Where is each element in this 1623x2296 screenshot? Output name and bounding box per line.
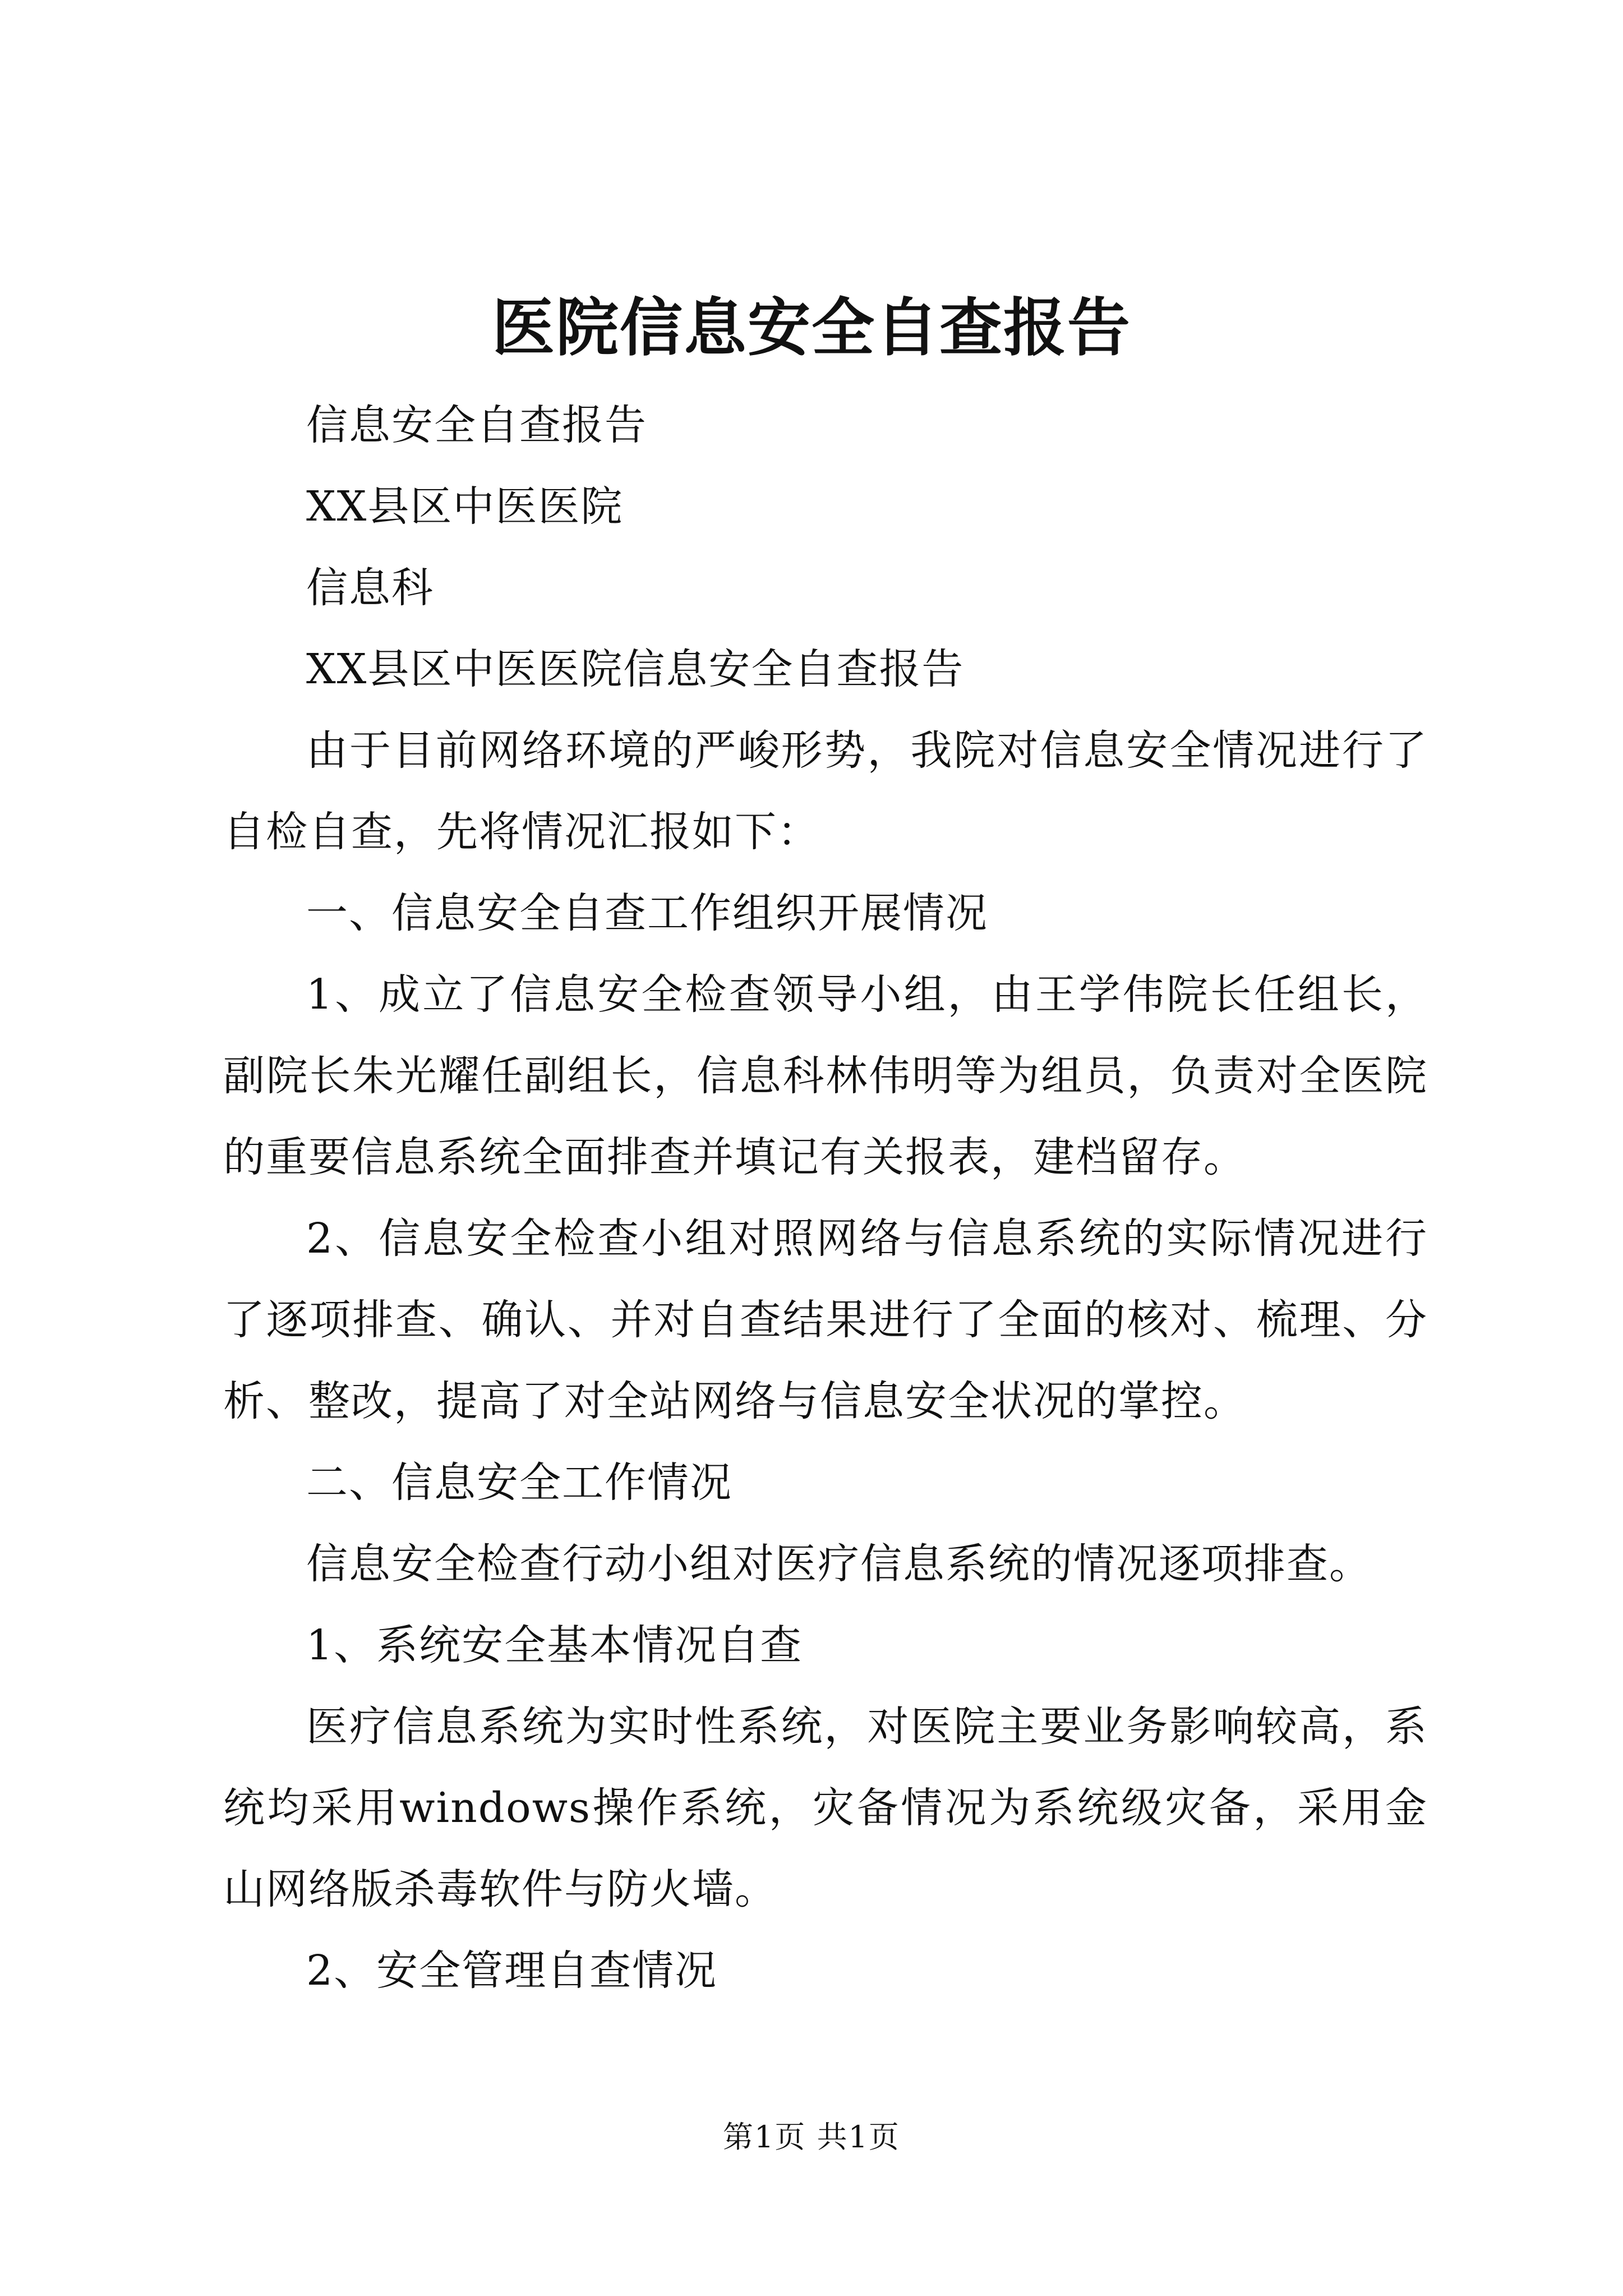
paragraph: 信息安全检查行动小组对医疗信息系统的情况逐项排查。 [306, 1540, 1372, 1588]
paragraph: 由于目前网络环境的严峻形势，我院对信息安全情况进行了自检自查，先将情况汇报如下： [223, 726, 1428, 856]
paragraph: 信息科 [306, 564, 434, 612]
section-heading: 二、信息安全工作情况 [306, 1458, 732, 1507]
paragraph: 医疗信息系统为实时性系统，对医院主要业务影响较高，系统均采用windows操作系统，灾备情况为系统级灾备，采用金山网络版杀毒软件与防火墙。 [223, 1703, 1428, 1913]
subsection-heading: 1、系统安全基本情况自查 [306, 1621, 803, 1669]
paragraph: XX县区中医医院信息安全自查报告 [306, 645, 965, 693]
paragraph: XX县区中医医院 [306, 482, 624, 531]
paragraph: 信息安全自查报告 [306, 401, 647, 449]
subsection-heading: 2、安全管理自查情况 [306, 1947, 718, 1995]
paragraph: 2、信息安全检查小组对照网络与信息系统的实际情况进行了逐项排查、确认、并对自查结果进行了全面的核对、梳理、分析、整改，提高了对全站网络与信息安全状况的掌控。 [223, 1214, 1428, 1425]
document-title: 医院信息安全自查报告 [492, 291, 1131, 365]
paragraph: 1、成立了信息安全检查领导小组，由王学伟院长任组长，副院长朱光耀任副组长，信息科林伟明等为组员，负责对全医院的重要信息系统全面排查并填记有关报表，建档留存。 [223, 970, 1428, 1181]
page-footer: 第1页 共1页 [723, 2119, 900, 2155]
document-body [223, 385, 1428, 2012]
section-heading: 一、信息安全自查工作组织开展情况 [306, 889, 988, 937]
